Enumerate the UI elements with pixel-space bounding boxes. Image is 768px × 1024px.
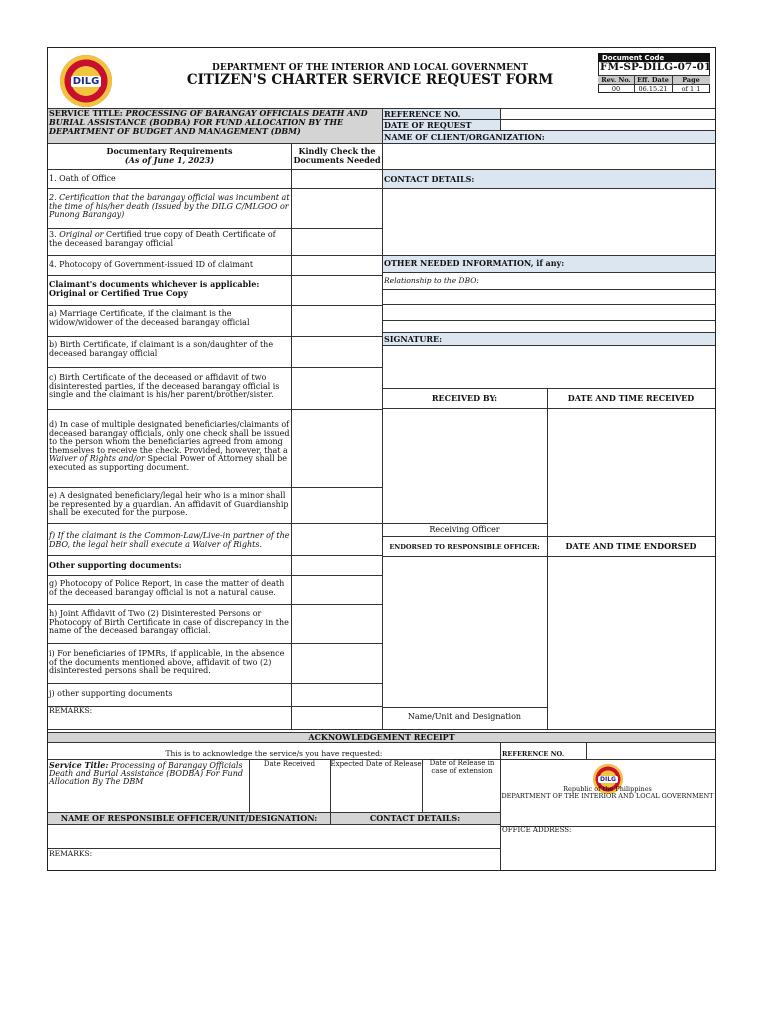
receipt-contact-header: CONTACT DETAILS: [369,813,461,823]
page-value: of 1 1 [681,85,701,93]
release-extension-col: Date of Release in case of extension [429,759,495,775]
req-item-3: 3. Original or Certified true copy of Death Certificate of the deceased barangay official [49,230,276,248]
req-item-d: d) In case of multiple designated beneficiaries/claimants of deceased barangay officials, only one check shall be issued to the person whom the beneficiaries agreed from among themselves to receive the check. Provided, however, that a Waiver of Rights and/or Special Power of Attorney shall be executed as supporting document. [49,420,290,472]
check-cell-f[interactable] [292,524,381,554]
republic-label: Republic of the Philippines [563,785,652,793]
office-address-label: OFFICE ADDRESS: [502,826,572,834]
date-received-input[interactable] [250,770,329,811]
req-item-i: i) For beneficiaries of IPMRs, if applicable, in the absence of the documents mentioned above, affidavit of two (2) disinterested persons shall be required. [49,649,285,675]
req-item-b: b) Birth Certificate, if claimant is a son/daughter of the deceased barangay official [49,340,274,358]
officer-field[interactable] [49,825,329,847]
date-received-field[interactable] [548,409,714,535]
receipt-service-title: Service Title: Processing of Barangay Officials Death and Burial Assistance (BODBA) For Fund Allocation By The DBM [49,759,243,787]
ack-text: This is to acknowledge the service/s you have requested: [165,748,383,758]
check-cell-1[interactable] [292,170,381,187]
check-cell-d[interactable] [292,410,381,486]
check-cell-h[interactable] [292,605,381,642]
expected-release-input[interactable] [331,770,421,811]
contact-details-label: CONTACT DETAILS: [384,173,475,184]
claimant-heading: Claimant's documents whichever is applicable: Original or Certified True Copy [49,279,260,298]
received-by-field[interactable] [383,409,546,522]
receipt-reference-field[interactable] [587,743,714,758]
receipt-title: ACKNOWLEDGEMENT RECEIPT [308,732,455,742]
receiving-officer-label: Receiving Officer [429,524,500,534]
date-endorsed-label: DATE AND TIME ENDORSED [565,540,697,551]
signature-label: SIGNATURE: [384,334,443,344]
expected-release-col: Expected Date of Release [330,760,422,768]
req-col-title: Documentary Requirements [106,146,233,156]
eff-date-label: Eff. Date [637,76,669,84]
rev-no-label: Rev. No. [601,76,631,84]
name-unit-label: Name/Unit and Designation [407,712,522,721]
check-cell-4[interactable] [292,256,381,274]
req-item-4: 4. Photocopy of Government-issued ID of claimant [49,259,254,269]
contact-details-field[interactable] [383,189,715,254]
form-title: CITIZEN'S CHARTER SERVICE REQUEST FORM [186,72,554,88]
receipt-remarks-label: REMARKS: [49,849,93,858]
rev-no-value: 00 [611,85,621,93]
other-supporting-heading: Other supporting documents: [49,560,182,570]
reference-no-label: REFERENCE NO. [384,108,461,119]
endorsed-to-field[interactable] [383,557,546,706]
doc-code-label: Document Code [602,53,665,62]
check-cell-b[interactable] [292,337,381,366]
check-col-title: Kindly Check the Documents Needed [293,146,381,165]
req-item-a: a) Marriage Certificate, if the claimant is the widow/widower of the deceased barangay official [49,309,250,327]
check-cell-3[interactable] [292,229,381,254]
date-received-col: Date Received [263,760,316,768]
dilg-seal-icon: DILG [593,764,623,794]
header-department: DEPARTMENT OF THE INTERIOR AND LOCAL GOVERNMENT [212,63,528,73]
reference-no-field[interactable] [501,109,714,118]
receipt-department: DEPARTMENT OF THE INTERIOR AND LOCAL GOVERNMENT [501,792,714,800]
req-item-c: c) Birth Certificate of the deceased or affidavit of two disinterested parties, if the deceased barangay official is single and the claimant is his/her parent/brother/sister. [49,373,280,399]
release-extension-input[interactable] [423,778,499,811]
officer-header: NAME OF RESPONSIBLE OFFICER/UNIT/DESIGNATION: [60,813,318,823]
req-item-e: e) A designated beneficiary/legal heir who is a minor shall be represented by a guardian. An affidavit of Guardianship shall be executed for the purpose. [49,491,289,517]
receipt-reference-label: REFERENCE NO. [502,750,565,758]
date-of-request-label: DATE OF REQUEST [384,119,472,130]
check-cell-g[interactable] [292,576,381,603]
receipt-remarks-field[interactable] [90,849,499,870]
signature-field[interactable] [383,346,715,387]
date-endorsed-field[interactable] [548,557,714,728]
doc-code: FM-SP-DILG-07-01 [600,61,712,73]
check-cell-2[interactable] [292,189,381,227]
req-item-g: g) Photocopy of Police Report, in case the matter of death of the deceased barangay official is not a natural cause. [49,579,285,597]
received-by-label: RECEIVED BY: [431,392,498,403]
check-cell-j[interactable] [292,684,381,705]
check-cell-i[interactable] [292,644,381,682]
other-info-label: OTHER NEEDED INFORMATION, if any: [384,257,565,268]
receipt-contact-field[interactable] [331,825,499,847]
page-label: Page [682,76,700,84]
dilg-logo-icon: DILG [60,55,112,107]
date-received-label: DATE AND TIME RECEIVED [567,392,695,403]
check-cell-e[interactable] [292,488,381,522]
req-item-1: 1. Oath of Office [49,173,116,183]
relationship-label: Relationship to the DBO: [384,276,479,285]
other-info-field[interactable] [383,290,715,331]
remarks-label: REMARKS: [49,705,93,715]
req-item-h: h) Joint Affidavit of Two (2) Disinterested Persons or Photocopy of Birth Certificate in case of discrepancy in the name of the deceased barangay official. [49,609,289,635]
req-item-2: 2. Certification that the barangay official was incumbent at the time of his/her death (Issued by the DILG C/MLGOO or Punong Barangay) [49,193,290,219]
req-item-j: j) other supporting documents [49,689,173,698]
req-item-f: f) If the claimant is the Common-Law/Live-in partner of the DBO, the legal heir shall execute a Waiver of Rights. [49,531,290,549]
check-cell-a[interactable] [292,306,381,335]
remarks-field[interactable] [292,707,381,728]
service-title: SERVICE TITLE: PROCESSING OF BARANGAY OFFICIALS DEATH AND BURIAL ASSISTANCE (BODBA) FOR FUND ALLOCATION BY THE DEPARTMENT OF BUDGET AND MANAGEMENT (DBM) [49,108,368,136]
req-col-subtitle: (As of June 1, 2023) [124,154,215,165]
client-name-label: NAME OF CLIENT/ORGANIZATION: [384,132,545,142]
eff-date-value: 06.15.21 [638,85,668,93]
check-cell-c[interactable] [292,368,381,408]
date-of-request-field[interactable] [501,120,714,129]
endorsed-to-label: ENDORSED TO RESPONSIBLE OFFICER: [389,542,540,551]
client-name-field[interactable] [383,144,715,168]
